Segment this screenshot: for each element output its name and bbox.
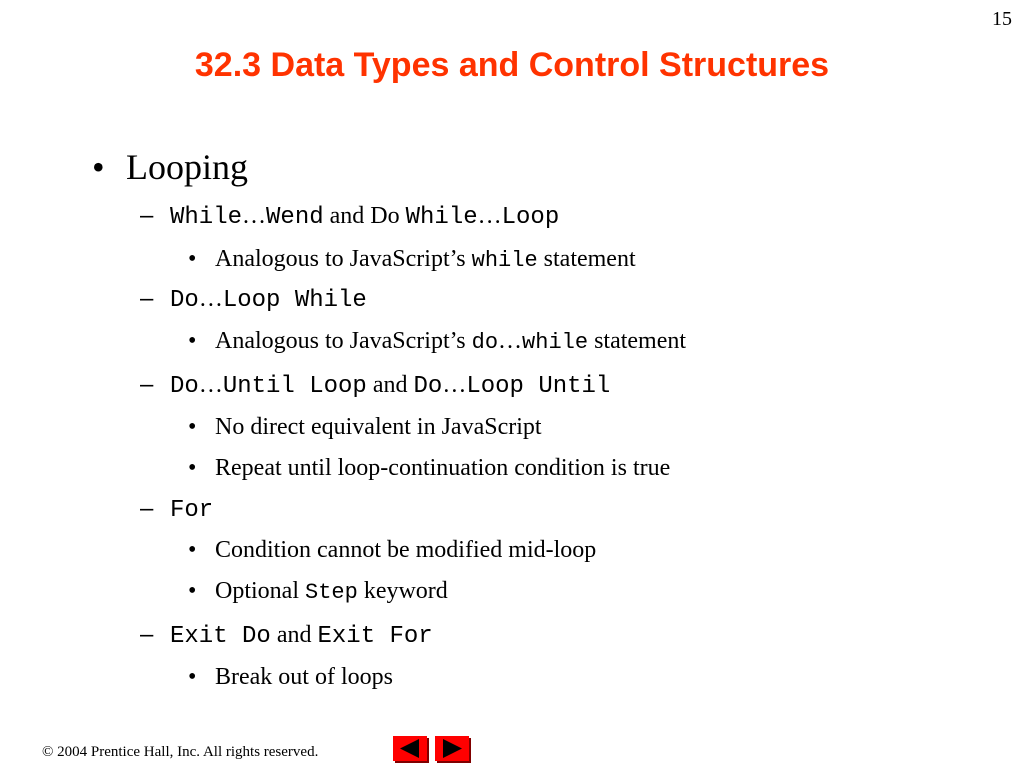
detail-while-analogous: • Analogous to JavaScript’s while statement bbox=[188, 246, 636, 273]
detail-break-out: • Break out of loops bbox=[188, 664, 393, 690]
detail-do-while-analogous: • Analogous to JavaScript’s do…while statement bbox=[188, 328, 687, 355]
bullet-looping: • Looping bbox=[92, 147, 248, 187]
detail-repeat-until: • Repeat until loop-continuation condition is true bbox=[188, 455, 671, 481]
footer-copyright: © 2004 Prentice Hall, Inc. All rights reserved. bbox=[42, 744, 319, 760]
left-arrow-icon bbox=[393, 736, 427, 761]
subbullet-do-until: – Do…Until Loop and Do…Loop Until bbox=[140, 371, 611, 400]
subbullet-do-loop-while: – Do…Loop While bbox=[140, 285, 367, 314]
subbullet-while-wend: – While…Wend and Do While…Loop bbox=[140, 202, 560, 231]
detail-optional-step: • Optional Step keyword bbox=[188, 578, 448, 605]
page-number: 15 bbox=[992, 8, 1012, 30]
slide-title: 32.3 Data Types and Control Structures bbox=[194, 46, 830, 84]
previous-slide-button[interactable] bbox=[393, 736, 427, 761]
detail-no-equivalent: • No direct equivalent in JavaScript bbox=[188, 414, 542, 440]
subbullet-exit: – Exit Do and Exit For bbox=[140, 621, 433, 650]
subbullet-for: – For bbox=[140, 495, 214, 524]
detail-condition-cannot-modify: • Condition cannot be modified mid-loop bbox=[188, 537, 597, 563]
next-slide-button[interactable] bbox=[435, 736, 469, 761]
right-arrow-icon bbox=[435, 736, 469, 761]
